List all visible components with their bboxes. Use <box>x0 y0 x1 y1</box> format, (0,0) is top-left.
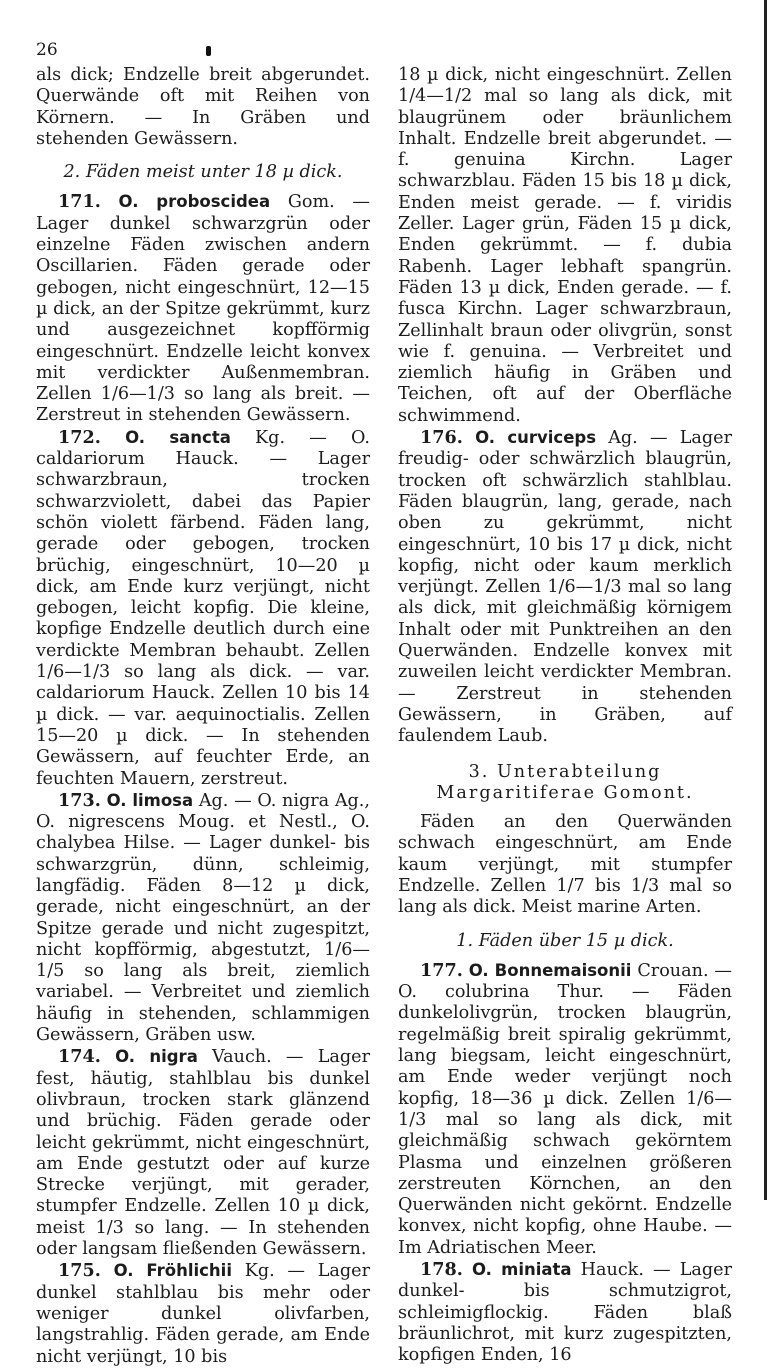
species-entry-176 <box>398 427 732 747</box>
species-name: O. nigra <box>115 1047 198 1067</box>
species-name: O. curviceps <box>475 428 597 448</box>
species-name: O. limosa <box>106 790 194 810</box>
species-entry-175 <box>36 1260 370 1367</box>
page-number: 26 <box>36 40 58 60</box>
entry-number: 174. <box>58 1046 101 1068</box>
entry-text: Vauch. — Lager fest, häutig, stahlblau bis dunkel olivbraun, trocken stark glänzend und brüchig. Fäden gerade oder leicht gekrümmt, nicht eingeschnürt, am Ende gestutzt oder auf kurze Strecke verjüngt, mit gerader, stumpfer Endzelle. Zellen 10 µ dick, meist 1/3 so lang. — In stehenden oder langsam fließenden Gewässern. <box>36 1047 370 1260</box>
entry-text: Ag. — O. nigra Ag., O. nigrescens Moug. et Nestl., O. chalybea Hilse. — Lager dunkel- bis schwarzgrün, dünn, schleimig, langfädig. Fäden 8—12 µ dick, gerade, nicht eingeschnürt, an der Spitze gerade und nicht zugespitzt, nicht kopfförmig, abgestutzt, 1/6—1/5 so lang als breit, ziemlich variabel. — Verbreitet und ziemlich häufig in stehenden, schlammigen Gewässern, Gräben usw. <box>36 790 370 1046</box>
left-column <box>36 65 370 1368</box>
entry-text: Kg. — Lager dunkel stahlblau bis mehr oder weniger dunkel olivfarben, langstrahlig. Fäden gerade, am Ende nicht verjüngt, 10 bis <box>36 1261 370 1367</box>
entry-text: Hauck. — Lager dunkel- bis schmutzigrot, schleimigflockig. Fäden blaß bräunlichrot, mit kurz zugespitzten, kopfigen Enden, 16 <box>398 1260 732 1366</box>
right-column <box>398 65 732 1367</box>
species-entry-174 <box>36 1046 370 1260</box>
species-entry-177 <box>398 960 732 1259</box>
continued-paragraph: 18 µ dick, nicht eingeschnürt. Zellen 1/4—1/2 mal so lang als dick, mit blaugrünem oder bräunlichem Inhalt. Endzelle breit abgerundet. — f. genuina Kirchn. Lager schwarzblau. Fäden 15 bis 18 µ dick, Enden meist gerade. — f. viridis Zeller. Lager grün, Fäden 15 µ dick, Enden gekrümmt. — f. dubia Rabenh. Lager lebhaft spangrün. Fäden 13 µ dick, Enden gerade. — f. fusca Kirchn. Lager schwarzbraun, Zellinhalt braun oder olivgrün, sonst wie f. genuina. — Verbreitet und ziemlich häufig in Gräben und Teichen, oft auf der Oberfläche schwimmend. <box>398 65 732 426</box>
species-entry-178 <box>398 1259 732 1366</box>
entry-text: Gom. — Lager dunkel schwarzgrün oder einzelne Fäden zwischen andern Oscillarien. Fäden gerade oder gebogen, nicht eingeschnürt, 12—15 µ dick, an der Spitze gekrümmt, kurz und ausgezeichnet kopfförmig eingeschnürt. Endzelle leicht konvex mit verdickter Außenmembran. Zellen 1/6—1/3 so lang als breit. — Zerstreut in stehenden Gewässern. <box>36 192 371 426</box>
species-name: O. sancta <box>125 427 231 447</box>
entry-text: Kg. — O. caldariorum Hauck. — Lager schwarzbraun, trocken schwarzviolett, dabei das Papier schön violett färbend. Fäden lang, gerade oder gebogen, trocken brüchig, eingeschnürt, 10—20 µ dick, am Ende kurz verjüngt, nicht gebogen, leicht kopfig. Die kleine, kopfige Endzelle deutlich durch eine verdickte Membran behaubt. Zellen 1/6—1/3 so lang als dick. — var. caldariorum Hauck. Zellen 10 bis 14 µ dick. — var. aequinoctialis. Zellen 15—20 µ dick. — In stehenden Gewässern, auf feuchter Erde, an feuchten Mauern, zerstreut. <box>36 427 370 789</box>
species-name: O. Bonnemaisonii <box>468 960 632 980</box>
entry-text: Ag. — Lager freudig- oder schwärzlich blaugrün, trocken oft schwärzlich stahlblau. Fäden blaugrün, lang, gerade, nach oben zu gekrümmt, nicht eingeschnürt, 10 bis 17 µ dick, nicht kopfig, nicht oder kaum merklich verjüngt. Zellen 1/6—1/3 mal so lang als dick, mit gleichmäßig körnigem Inhalt oder mit Punktreihen an den Querwänden. Endzelle konvex mit zuweilen leicht verdickter Membran. — Zerstreut in stehenden Gewässern, in Gräben, auf faulendem Laub. <box>398 428 732 747</box>
print-mark <box>206 46 211 56</box>
species-name: O. miniata <box>471 1260 572 1280</box>
entry-number: 176. <box>420 427 463 449</box>
entry-number: 177. <box>420 959 463 981</box>
section-heading: 2. Fäden meist unter 18 µ dick. <box>63 162 343 183</box>
continued-paragraph: als dick; Endzelle breit abgerundet. Querwände oft mit Reihen von Körnern. — In Gräben und stehenden Gewässern. <box>36 65 370 149</box>
entry-number: 173. <box>58 789 101 811</box>
species-entry-173 <box>36 790 370 1047</box>
species-entry-172 <box>36 427 370 790</box>
entry-number: 175. <box>58 1260 101 1282</box>
section-heading: 1. Fäden über 15 µ dick. <box>456 930 674 951</box>
page-edge-rule <box>764 0 767 1200</box>
species-entry-171 <box>36 191 370 426</box>
species-name: O. proboscidea <box>118 192 271 212</box>
entry-number: 172. <box>58 426 101 448</box>
subdivision-description: Fäden an den Querwänden schwach eingeschnürt, am Ende kaum verjüngt, mit stumpfer Endzelle. Zellen 1/7 bis 1/3 mal so lang als dick. Meist marine Arten. <box>398 812 732 918</box>
entry-number: 171. <box>58 191 101 213</box>
species-name: O. Fröhlichii <box>113 1261 232 1281</box>
subdivision-heading: 3. Unterabteilung Margaritiferae Gomont. <box>436 761 694 803</box>
entry-number: 178. <box>420 1259 463 1281</box>
entry-text: Crouan. — O. colubrina Thur. — Fäden dunkelolivgrün, trocken blaugrün, regelmäßig breit spiralig gekrümmt, lang biegsam, leicht eingeschnürt, am Ende weder verjüngt noch kopfig, 18—36 µ dick. Zellen 1/6—1/3 mal so lang als dick, mit gleichmäßig schwach gekörntem Plasma und einzelnen größeren zerstreuten Körnchen, an den Querwänden nicht gekörnt. Endzelle konvex, nicht kopfig, ohne Haube. — Im Adriatischen Meer. <box>398 960 732 1258</box>
